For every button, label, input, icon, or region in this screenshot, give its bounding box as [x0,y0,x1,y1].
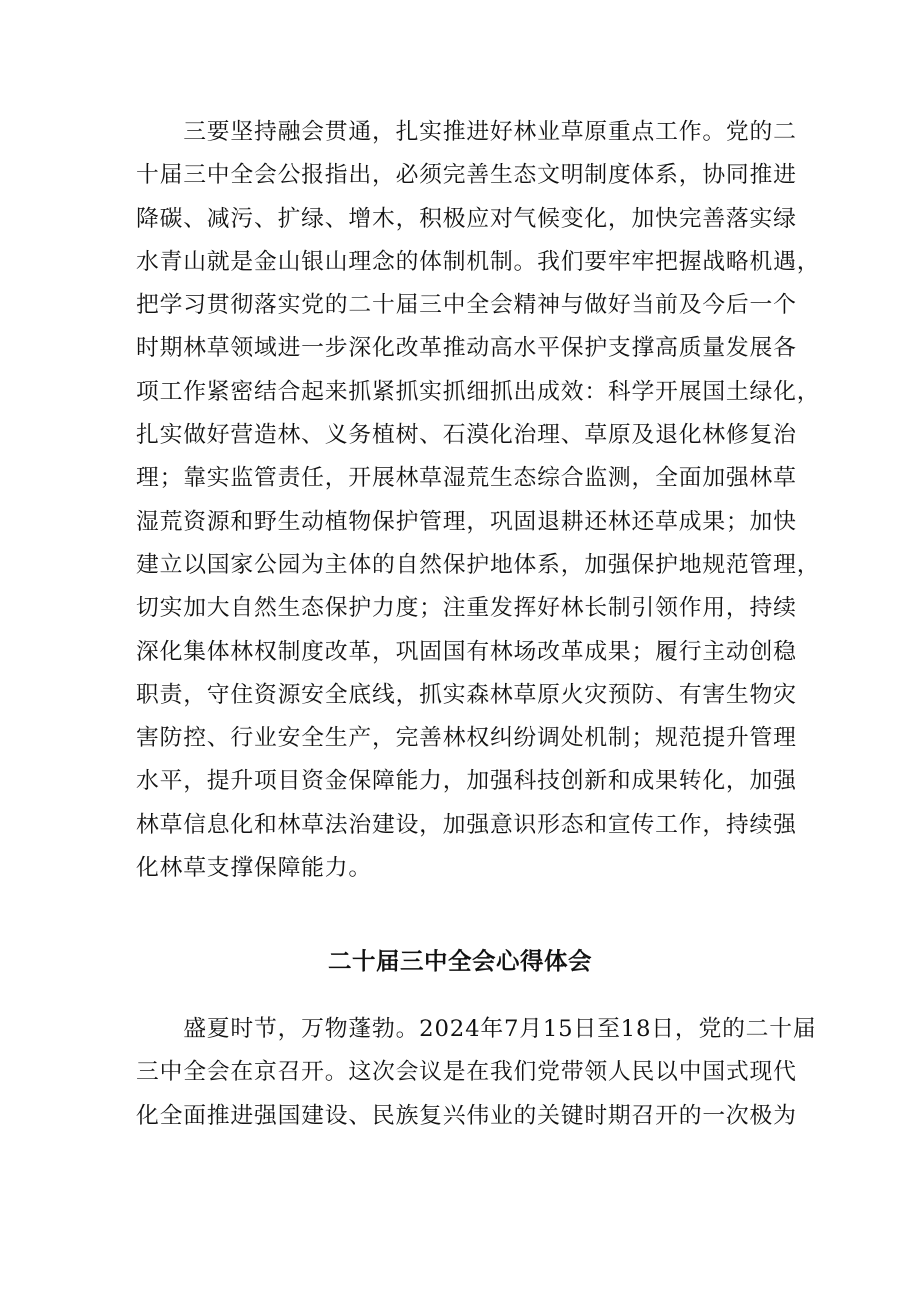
text-line: 湿荒资源和野生动植物保护管理，巩固退耕还林还草成果；加快 [136,508,797,535]
text-line: 三要坚持融会贯通，扎实推进好林业草原重点工作。党的二 [136,119,797,145]
text-line: 水平，提升项目资金保障能力，加强科技创新和成果转化，加强 [136,768,797,795]
text-line: 切实加大自然生态保护力度；注重发挥好林长制引领作用，持续 [136,595,797,622]
text-line: 水青山就是金山银山理念的体制机制。我们要牢牢把握战略机遇， [136,248,821,275]
text-line: 职责，守住资源安全底线，抓实森林草原火灾预防、有害生物灾 [136,681,797,708]
text-line: 深化集体林权制度改革，巩固国有林场改革成果；履行主动创稳 [136,638,797,665]
text-line: 三中全会在京召开。这次会议是在我们党带领人民以中国式现代 [136,1059,797,1086]
paragraph-plenum-intro [136,1008,817,1138]
section-heading: 二十届三中全会心得体会 [328,947,592,975]
text-line: 扎实做好营造林、义务植树、石漠化治理、草原及退化林修复治 [136,422,797,449]
text-line: 林草信息化和林草法治建设，加强意识形态和宣传工作，持续强 [136,811,797,838]
text-line: 化林草支撑保障能力。 [136,855,372,882]
text-line: 化全面推进强国建设、民族复兴伟业的关键时期召开的一次极为 [136,1102,797,1129]
text-line: 时期林草领域进一步深化改革推动高水平保护支撑高质量发展各 [136,335,797,362]
text-line: 理；靠实监管责任，开展林草湿荒生态综合监测，全面加强林草 [136,465,797,492]
text-line: 把学习贯彻落实党的二十届三中全会精神与做好当前及今后一个 [136,292,797,319]
text-line: 项工作紧密结合起来抓紧抓实抓细抓出成效：科学开展国土绿化， [136,378,821,405]
text-line: 害防控、行业安全生产，完善林权纠纷调处机制；规范提升管理 [136,725,797,752]
text-line: 十届三中全会公报指出，必须完善生态文明制度体系，协同推进 [136,162,797,189]
paragraph-forestry-work [136,111,821,890]
text-line: 降碳、减污、扩绿、增木，积极应对气候变化，加快完善落实绿 [136,205,797,232]
text-line: 盛夏时节，万物蓬勃。2024年7月15日至18日，党的二十届 [136,1016,817,1042]
text-line: 建立以国家公园为主体的自然保护地体系，加强保护地规范管理， [136,551,821,578]
